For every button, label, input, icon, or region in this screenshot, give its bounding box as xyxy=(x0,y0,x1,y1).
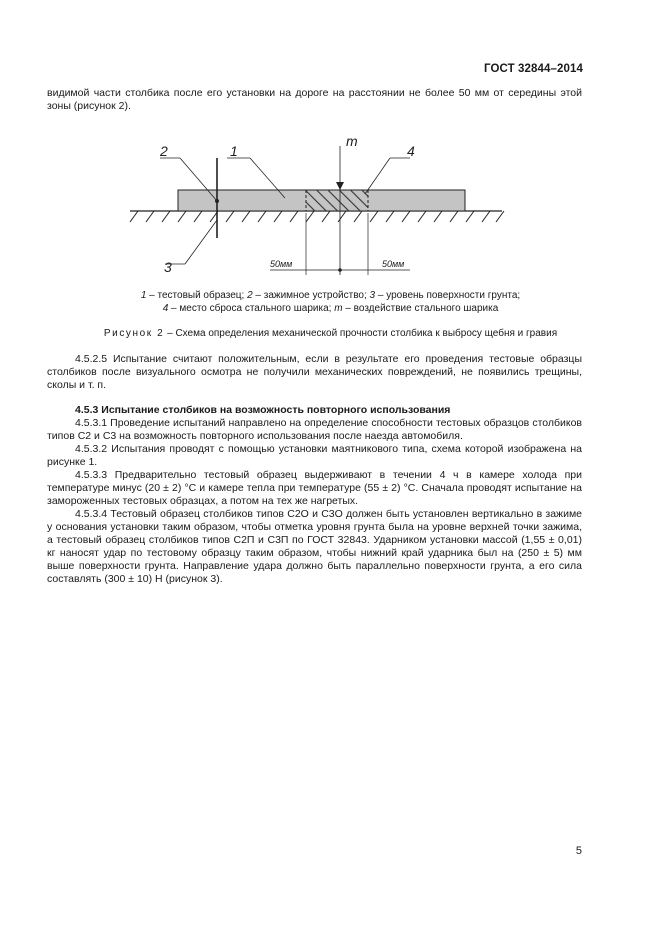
figure-caption-text: – Схема определения механической прочности столбика к выбросу щебня и гравия xyxy=(164,328,558,339)
callout-m: m xyxy=(346,133,358,149)
callout-4: 4 xyxy=(407,143,415,159)
figure-caption-label: Рисунок 2 xyxy=(103,328,165,339)
legend-line-1: 1 – тестовый образец; 2 – зажимное устройство; 3 – уровень поверхности грунта; xyxy=(140,290,521,301)
dim-label-right: 50мм xyxy=(382,259,405,269)
page-number: 5 xyxy=(575,845,582,857)
figure-legend xyxy=(47,289,614,315)
callout-2: 2 xyxy=(160,143,168,159)
callout-3: 3 xyxy=(164,259,172,275)
paragraph-4532: 4.5.3.2 Испытания проводят с помощью установки маятникового типа, схема которой изображена на рисунке 1. xyxy=(47,443,582,468)
paragraph-4525: 4.5.2.5 Испытание считают положительным, если в результате его проведения тестовые образцы столбиков после визуального осмотра не получили механических повреждений, не появились трещины, сколы и т. п. xyxy=(47,353,582,391)
figure-2-diagram xyxy=(120,130,510,280)
ground-hatching xyxy=(130,211,504,222)
ball-drop-zone xyxy=(306,190,368,211)
intro-paragraph: видимой части столбика после его установки на дороге на расстоянии не более 50 мм от середины этой зоны (рисунок 2). xyxy=(47,87,582,112)
legend-line-2: 4 – место сброса стального шарика; m – воздействие стального шарика xyxy=(162,303,499,314)
dim-label-left: 50мм xyxy=(270,259,293,269)
section-heading-453: 4.5.3 Испытание столбиков на возможность повторного использования xyxy=(75,404,451,416)
document-code-header: ГОСТ 32844–2014 xyxy=(483,63,583,75)
paragraph-4534: 4.5.3.4 Тестовый образец столбиков типов С2О и С3О должен быть установлен вертикально в зажиме у основания установки таким образом, чтобы отметка уровня грунта была на уровне верхней точки зажима, а тестовый образец столбиков типов С2П и С3П по ГОСТ 32843. Ударником установки массой (1,55 ± 0,01) кг наносят удар по тестовому образцу таким образом, чтобы нижний край ударника был на (250 ± 5) мм выше поверхности грунта. Направление удара должно быть параллельно поверхности грунта, а его сила составлять (300 ± 10) Н (рисунок 3). xyxy=(47,508,582,585)
figure-caption xyxy=(47,328,614,339)
impact-arrowhead xyxy=(336,182,344,190)
paragraph-4533: 4.5.3.3 Предварительно тестовый образец выдерживают в течении 4 ч в камере холода при температуре минус (20 ± 2) °С и камере тепла при температуре (55 ± 2) °С. Сначала проводят испытание на замороженных тестовых образцах, а потом на тех же нагретых. xyxy=(47,469,582,507)
callout-1: 1 xyxy=(230,143,238,159)
paragraph-4531: 4.5.3.1 Проведение испытаний направлено на определение способности тестовых образцов столбиков типов С2 и С3 на возможность повторного использования после наезда автомобиля. xyxy=(47,417,582,442)
